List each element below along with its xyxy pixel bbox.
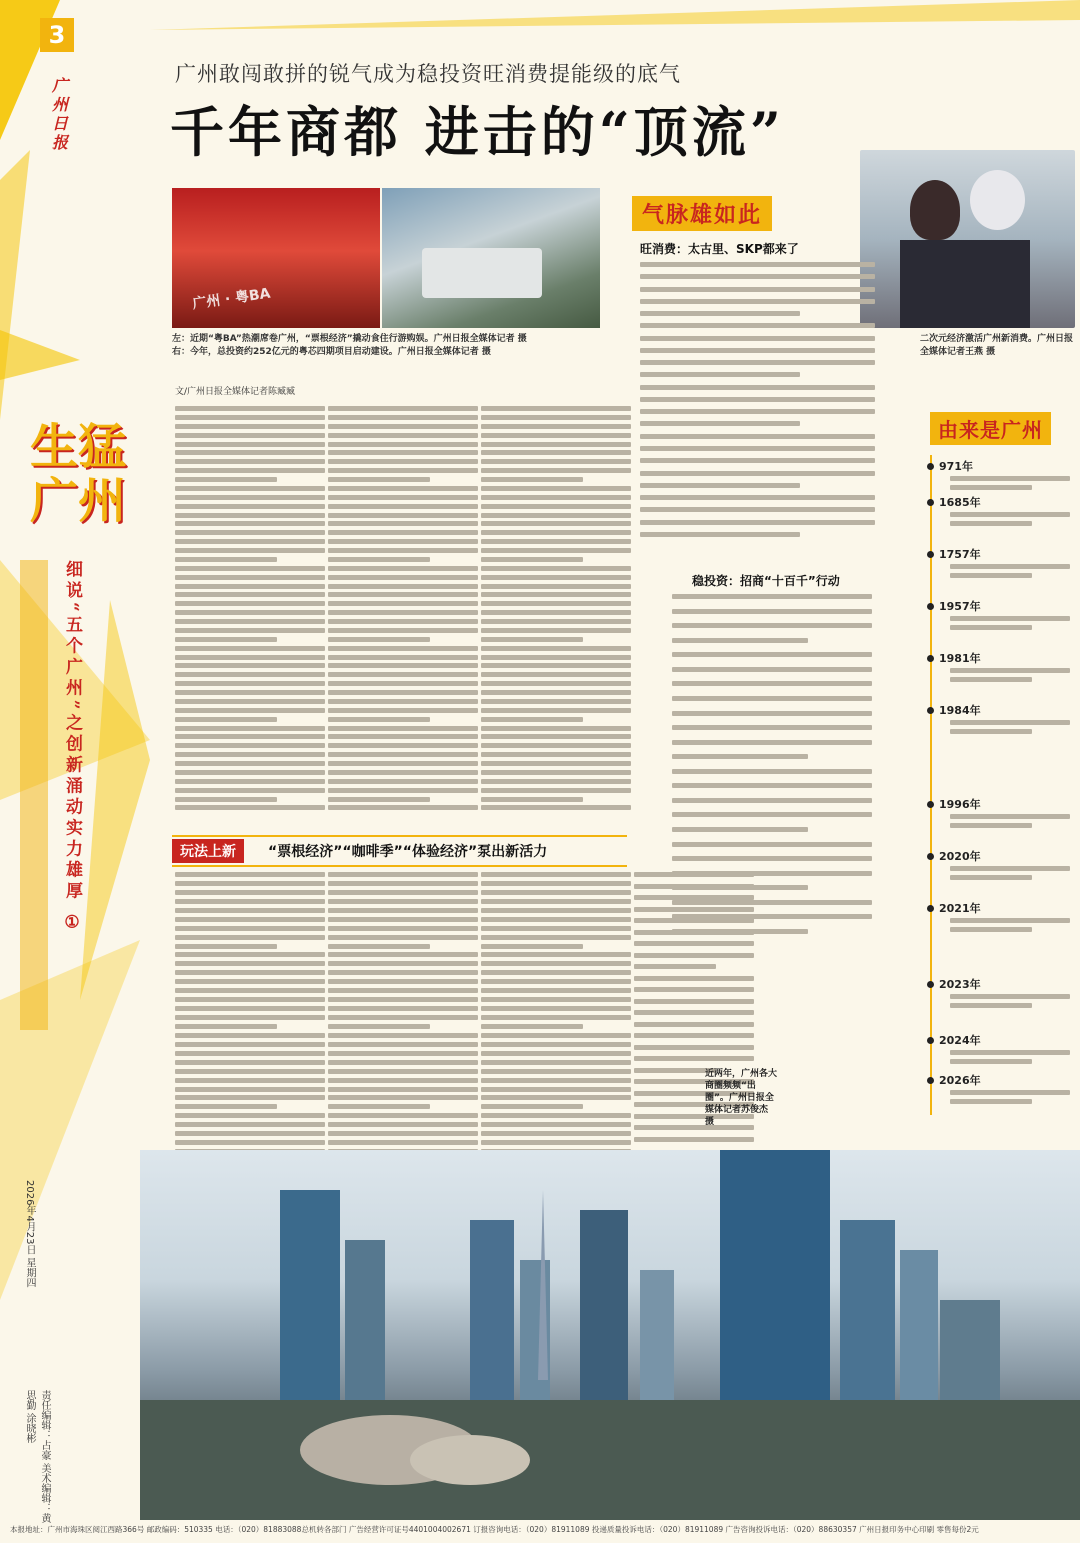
timeline-dot-icon: [927, 707, 934, 714]
skyline-caption: 近两年，广州各大商圈频频“出圈”。广州日报全媒体记者苏俊杰 摄: [705, 1069, 778, 1127]
page-number: 3: [40, 18, 74, 52]
timeline-desc: [950, 668, 1070, 682]
article-col-1: [175, 406, 325, 811]
headline: 千年商都 进击的“顶流”: [170, 100, 785, 164]
side-banner-series: 细说“五个广州”之创新涌动实力雄厚 ①: [62, 560, 82, 937]
subhead-consume: 旺消费：太古里、SKP都来了: [640, 242, 799, 256]
timeline-desc: [950, 866, 1070, 880]
timeline-desc: [950, 564, 1070, 578]
timeline-dot-icon: [927, 981, 934, 988]
play-col-2: [328, 872, 478, 1172]
timeline-desc: [950, 918, 1070, 932]
play-col-1: [175, 872, 325, 1172]
photo-cosplay: [860, 150, 1075, 328]
timeline-year-label: 2020年: [939, 850, 981, 863]
timeline-desc: [950, 814, 1070, 828]
timeline-dot-icon: [927, 1037, 934, 1044]
subhead-invest: 稳投资：招商“十百千”行动: [692, 574, 840, 588]
timeline-year-label: 1996年: [939, 798, 981, 811]
timeline-year: [927, 976, 981, 992]
article-col-2: [328, 406, 478, 811]
section-play-title: “票根经济”“咖啡季”“体验经济”泵出新活力: [268, 844, 548, 860]
timeline-year: [927, 458, 973, 474]
editor-vertical: 责任编辑：占豪 美术编辑：黄思勤 涂晓彬: [24, 1390, 50, 1524]
timeline-desc: [950, 1050, 1070, 1064]
side-banner-stripe: [20, 560, 48, 1030]
timeline-dot-icon: [927, 1077, 934, 1084]
timeline-year: [927, 1072, 981, 1088]
photo-caption-right: 右：今年，总投资约252亿元的粤芯四期项目启动建设。广州日报全媒体记者 摄: [172, 347, 491, 357]
cosplay-caption: 二次元经济激活广州新消费。广州日报全媒体记者王燕 摄: [920, 334, 1074, 357]
timeline-dot-icon: [927, 603, 934, 610]
photo-crowd: 广州 · 粤BA: [172, 188, 380, 328]
timeline-year: [927, 598, 981, 614]
timeline-year-label: 1757年: [939, 548, 981, 561]
timeline-dot-icon: [927, 551, 934, 558]
byline: 文/广州日报全媒体记者陈臧臧: [175, 387, 296, 397]
timeline-year-label: 2024年: [939, 1034, 981, 1047]
date-vertical: 2026年4月23日 星期四: [24, 1180, 35, 1288]
masthead: 广州日报: [52, 76, 69, 152]
section-youlai-title: 由来是广州: [930, 412, 1051, 445]
timeline-desc: [950, 476, 1070, 490]
timeline-dot-icon: [927, 853, 934, 860]
timeline-year-label: 1685年: [939, 496, 981, 509]
photo-caption-left: 左：近期“粤BA”热潮席卷广州，“票根经济”撬动食住行游购娱。广州日报全媒体记者 摄: [172, 334, 527, 344]
skyline-buildings: [140, 1150, 1080, 1520]
timeline-year: [927, 796, 981, 812]
photo-aerial-factory: [382, 188, 600, 328]
timeline-year-label: 971年: [939, 460, 973, 473]
timeline-dot-icon: [927, 655, 934, 662]
timeline-year-label: 2023年: [939, 978, 981, 991]
section-play-header: [172, 835, 627, 867]
timeline-year-label: 1981年: [939, 652, 981, 665]
consume-body: [640, 262, 875, 537]
footer: 本报地址：广州市海珠区阅江西路366号 邮政编码：510335 电话：（020）81883088总机转各部门 广告经营许可证号4401004002671 订报咨询电话：（020）81911089 投递质量投诉电话：（020）81911089 广告咨询投诉电话：（020）88630357 广州日报印务中心印刷 零售每份2元: [10, 1525, 979, 1534]
timeline-desc: [950, 512, 1070, 526]
timeline-year: [927, 702, 981, 718]
photo-skyline: [140, 1150, 1080, 1520]
section-play-tag: 玩法上新: [172, 839, 244, 863]
kicker: 广州敢闯敢拼的锐气成为稳投资旺消费提能级的底气: [175, 62, 681, 86]
timeline-year-label: 2026年: [939, 1074, 981, 1087]
timeline-dot-icon: [927, 801, 934, 808]
play-col-3: [481, 872, 631, 1172]
timeline-year-label: 1984年: [939, 704, 981, 717]
timeline-year: [927, 848, 981, 864]
timeline-desc: [950, 1090, 1070, 1104]
timeline-year-label: 1957年: [939, 600, 981, 613]
timeline-year: [927, 900, 981, 916]
timeline-dot-icon: [927, 463, 934, 470]
timeline-year: [927, 546, 981, 562]
timeline-dot-icon: [927, 499, 934, 506]
timeline-desc: [950, 994, 1070, 1008]
section-qimai-title: 气脉雄如此: [632, 196, 772, 231]
timeline-desc: [950, 720, 1070, 734]
timeline-dot-icon: [927, 905, 934, 912]
side-banner-big: 生猛广州: [30, 419, 127, 529]
timeline-desc: [950, 616, 1070, 630]
article-col-3: [481, 406, 631, 811]
timeline-year: [927, 1032, 981, 1048]
timeline-year-label: 2021年: [939, 902, 981, 915]
timeline-year: [927, 494, 981, 510]
timeline-year: [927, 650, 981, 666]
